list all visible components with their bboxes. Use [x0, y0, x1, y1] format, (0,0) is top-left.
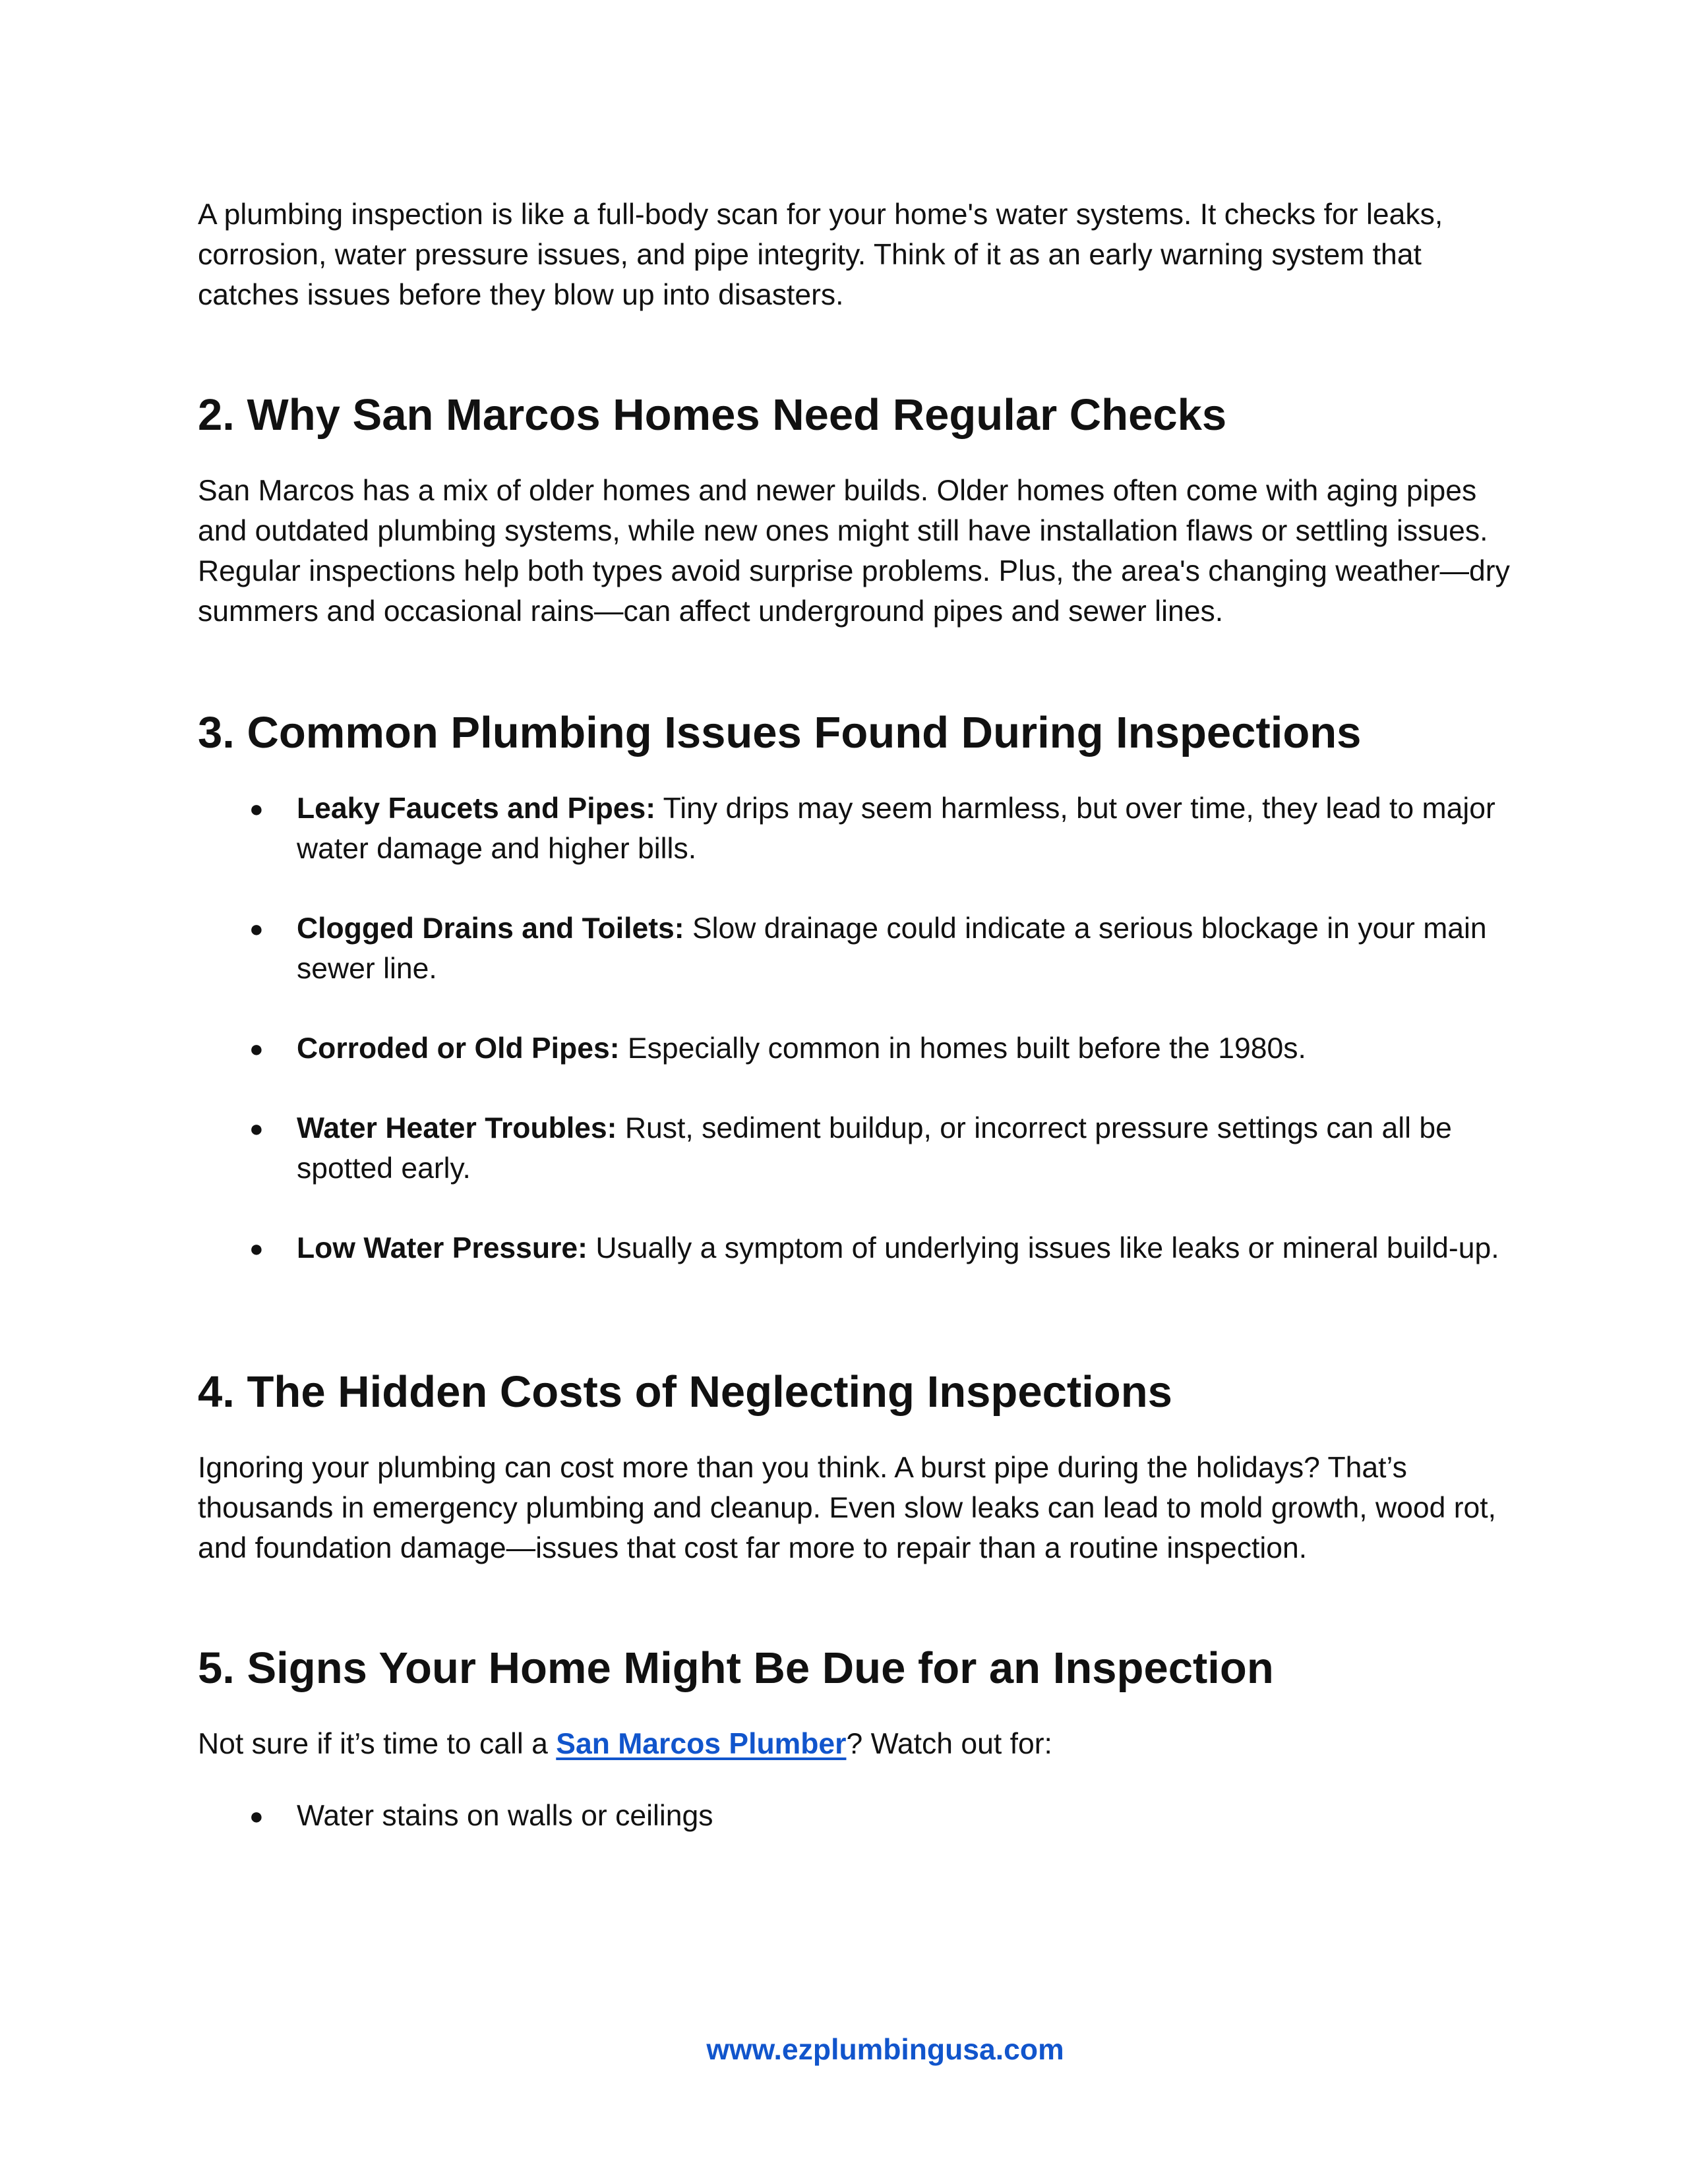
section-heading-why-san-marcos: 2. Why San Marcos Homes Need Regular Checks [198, 390, 1227, 440]
hidden-costs-paragraph: Ignoring your plumbing can cost more than you think. A burst pipe during the holidays? That’s thousands in emergency plumbing and cleanup. Even slow leaks can lead to mold growth, wood rot, and foundation damage—issues that cost far more to repair than a routine inspection. [198, 1452, 1497, 1564]
common-issues-list [198, 788, 1510, 1268]
issue-term: Corroded or Old Pipes: [297, 1032, 620, 1065]
document-page [198, 194, 1510, 1836]
issue-term: Leaky Faucets and Pipes: [297, 792, 656, 825]
why-san-marcos-paragraph: San Marcos has a mix of older homes and newer builds. Older homes often come with aging pipes and outdated plumbing systems, while new ones might still have installation flaws or settling issues. Regular inspections help both types avoid surprise problems. Plus, the area's changing weather—dry summers and occasional rains—can affect underground pipes and sewer lines. [198, 475, 1510, 628]
bullet-icon: ● [249, 795, 264, 822]
section-heading-common-issues: 3. Common Plumbing Issues Found During Inspections [198, 708, 1362, 757]
list-item [198, 1028, 1510, 1069]
issue-description: Tiny drips may seem harmless, but over time, they lead to major water damage and higher bills. [297, 792, 1495, 865]
list-item [198, 1108, 1510, 1189]
san-marcos-plumber-link[interactable]: San Marcos Plumber [556, 1728, 847, 1760]
bullet-icon: ● [249, 1235, 264, 1262]
issue-description: Rust, sediment buildup, or incorrect pressure settings can all be spotted early. [297, 1112, 1452, 1185]
signs-lead-paragraph [198, 1724, 1510, 1764]
issue-description: Usually a symptom of underlying issues like leaks or mineral build-up. [588, 1232, 1499, 1264]
issue-term: Water Heater Troubles: [297, 1112, 617, 1144]
list-item [198, 1228, 1510, 1268]
list-item [198, 788, 1510, 869]
section-heading-signs: 5. Signs Your Home Might Be Due for an Inspection [198, 1643, 1274, 1693]
issue-description: Especially common in homes built before the 1980s. [619, 1032, 1306, 1065]
signs-list [198, 1796, 1510, 1836]
section-heading-hidden-costs: 4. The Hidden Costs of Neglecting Inspections [198, 1367, 1172, 1417]
bullet-icon: ● [249, 915, 264, 942]
signs-lead-tail: ? Watch out for: [846, 1728, 1052, 1760]
bullet-icon: ● [249, 1115, 264, 1142]
list-item [198, 908, 1510, 989]
issue-description: Slow drainage could indicate a serious blockage in your main sewer line. [297, 912, 1487, 985]
list-item [198, 1796, 1510, 1836]
signs-lead-text: Not sure if it’s time to call a [198, 1728, 557, 1760]
intro-paragraph: A plumbing inspection is like a full-body scan for your home's water systems. It checks for leaks, corrosion, water pressure issues, and pipe integrity. Think of it as an early warning system that catches issues before they blow up into disasters. [198, 198, 1443, 311]
footer-website-link[interactable]: www.ezplumbingusa.com [706, 2034, 1064, 2066]
sign-text: Water stains on walls or ceilings [297, 1800, 713, 1832]
issue-term: Clogged Drains and Toilets: [297, 912, 684, 945]
bullet-icon: ● [249, 1035, 264, 1062]
bullet-icon: ● [249, 1802, 264, 1829]
issue-term: Low Water Pressure: [297, 1232, 588, 1264]
